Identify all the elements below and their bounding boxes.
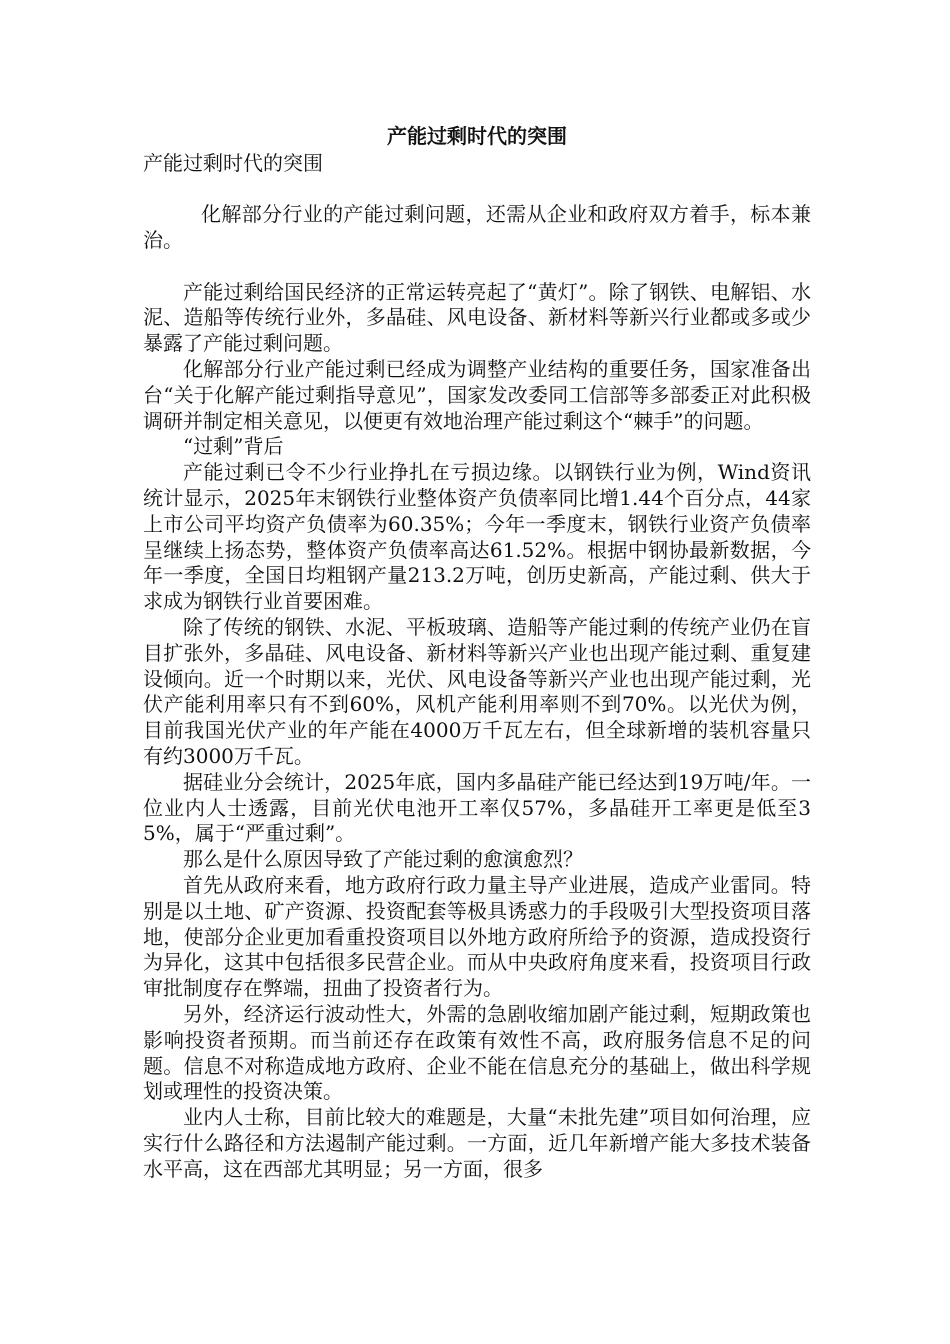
lead-paragraph: 化解部分行业的产能过剩问题，还需从企业和政府双方着手，标本兼治。 xyxy=(143,202,811,252)
body-paragraph: 业内人士称，目前比较大的难题是，大量“未批先建”项目如何治理，应实行什么路径和方法遏制产能过剩。一方面，近几年新增产能大多技术装备水平高，这在西部尤其明显；另一方面，很多 xyxy=(143,1105,811,1181)
blank-line xyxy=(143,176,811,202)
body-paragraph: 化解部分行业产能过剩已经成为调整产业结构的重要任务，国家准备出台“关于化解产能过剩指导意见”，国家发改委同工信部等多部委正对此积极调研并制定相关意见，以便更有效地治理产能过剩这个“棘手”的问题。 xyxy=(143,356,811,433)
body-paragraph: 产能过剩已令不少行业挣扎在亏损边缘。以钢铁行业为例，Wind资讯统计显示，2025年末钢铁行业整体资产负债率同比增1.44个百分点，44家上市公司平均资产负债率为60.35%；今年一季度末，钢铁行业资产负债率呈继续上扬态势，整体资产负债率高达61.52%。根据中钢协最新数据，今年一季度，全国日均粗钢产量213.2万吨，创历史新高，产能过剩、供大于求成为钢铁行业首要困难。 xyxy=(143,460,811,614)
body-paragraph: 首先从政府来看，地方政府行政力量主导产业进展，造成产业雷同。特别是以土地、矿产资源、投资配套等极具诱惑力的手段吸引大型投资项目落地，使部分企业更加看重投资项目以外地方政府所给予的资源，造成投资行为异化，这其中包括很多民营企业。而从中央政府角度来看，投资项目行政审批制度存在弊端，扭曲了投资者行为。 xyxy=(143,872,811,1001)
document-page xyxy=(143,122,811,1182)
body-paragraph: 据硅业分会统计，2025年底，国内多晶硅产能已经达到19万吨/年。一位业内人士透露，目前光伏电池开工率仅57%，多晶硅开工率更是低至35%，属于“严重过剩”。 xyxy=(143,769,811,846)
body-paragraph: 产能过剩给国民经济的正常运转亮起了“黄灯”。除了钢铁、电解铝、水泥、造船等传统行业外，多晶硅、风电设备、新材料等新兴行业都或多或少暴露了产能过剩问题。 xyxy=(143,279,811,356)
body-paragraph: 那么是什么原因导致了产能过剩的愈演愈烈？ xyxy=(183,847,583,872)
body-paragraph: 另外，经济运行波动性大，外需的急剧收缩加剧产能过剩，短期政策也影响投资者预期。而当前还存在政策有效性不高，政府服务信息不足的问题。信息不对称造成地方政府、企业不能在信息充分的基础上，做出科学规划或理性的投资决策。 xyxy=(143,1001,811,1104)
document-title: 产能过剩时代的突围 xyxy=(387,124,567,148)
blank-line xyxy=(143,254,811,280)
section-heading: “过剩”背后 xyxy=(183,434,284,459)
document-subtitle: 产能过剩时代的突围 xyxy=(143,151,323,175)
body-paragraph: 除了传统的钢铁、水泥、平板玻璃、造船等产能过剩的传统产业仍在盲目扩张外，多晶硅、风电设备、新材料等新兴产业也出现产能过剩、重复建设倾向。近一个时期以来，光伏、风电设备等新兴产业也出现产能过剩，光伏产能利用率只有不到60%，风机产能利用率则不到70%。以光伏为例，目前我国光伏产业的年产能在4000万千瓦左右，但全球新增的装机容量只有约3000万千瓦。 xyxy=(143,614,811,768)
